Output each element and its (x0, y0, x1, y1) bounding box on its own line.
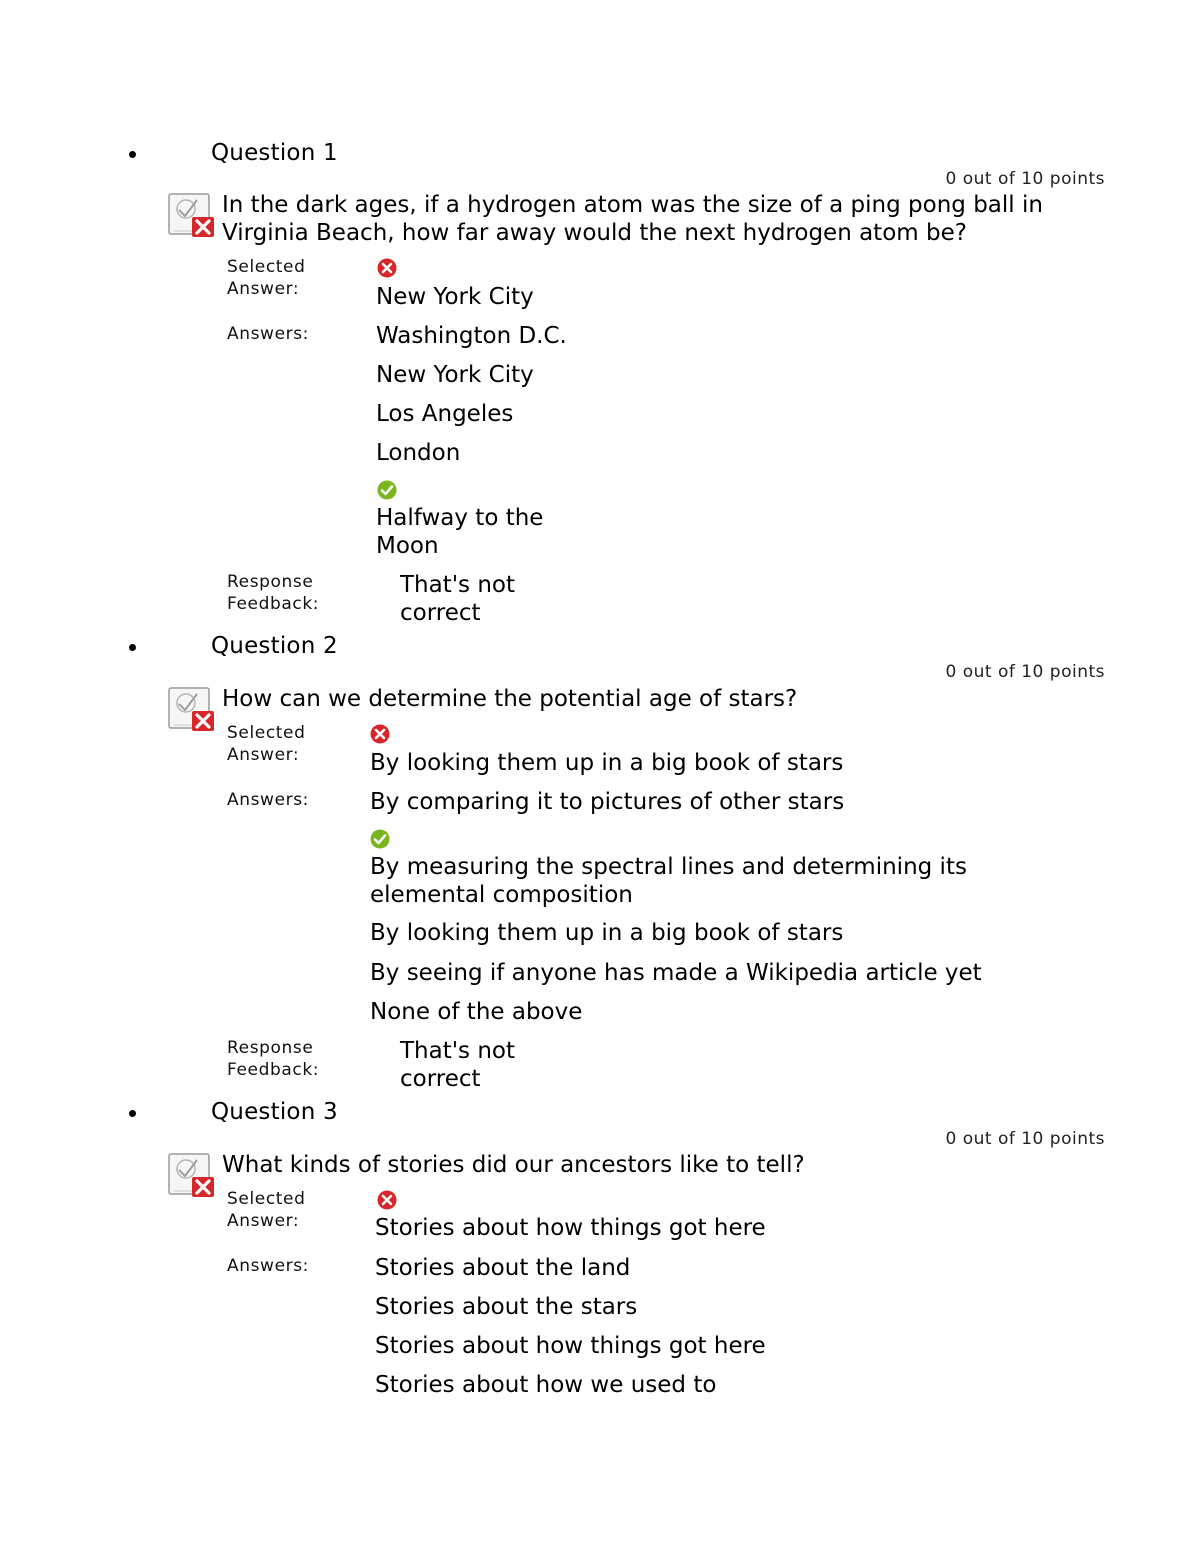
answer-option-correct: Halfway to the Moon (376, 505, 544, 559)
incorrect-x-icon (370, 724, 390, 744)
incorrect-question-icon (166, 685, 216, 735)
answer-option: Stories about the land (375, 1255, 631, 1281)
bullet (129, 644, 136, 651)
selected-answer: Stories about how things got here (375, 1215, 766, 1241)
answer-option: Stories about the stars (375, 1294, 638, 1320)
correct-check-icon (377, 480, 397, 500)
incorrect-x-icon (377, 258, 397, 278)
response-feedback: That's not correct (400, 1038, 516, 1092)
answer-option: By looking them up in a big book of stars (370, 920, 844, 946)
answer-option: Los Angeles (376, 401, 514, 427)
incorrect-x-icon (377, 1190, 397, 1210)
incorrect-question-icon (166, 1151, 216, 1201)
question-points: 0 out of 10 points (945, 1129, 1105, 1149)
answers-label: Answers: (227, 790, 309, 810)
question-text: In the dark ages, if a hydrogen atom was the size of a ping pong ball in Virginia Beach, how far away would the next hydrogen atom be? (222, 192, 1043, 246)
selected-answer: By looking them up in a big book of stars (370, 750, 844, 776)
response-feedback-label: Response Feedback: (227, 572, 320, 614)
answer-option: None of the above (370, 999, 583, 1025)
selected-answer-label: Selected Answer: (227, 723, 306, 765)
question-title: Question 2 (211, 633, 338, 659)
incorrect-question-icon (166, 191, 216, 241)
question-points: 0 out of 10 points (945, 169, 1105, 189)
answers-label: Answers: (227, 324, 309, 344)
answer-option: Stories about how things got here (375, 1333, 766, 1359)
selected-answer-label: Selected Answer: (227, 257, 306, 299)
question-text: What kinds of stories did our ancestors like to tell? (222, 1152, 805, 1178)
answer-option: By comparing it to pictures of other stars (370, 789, 845, 815)
correct-check-icon (370, 829, 390, 849)
response-feedback-label: Response Feedback: (227, 1038, 320, 1080)
selected-answer-label: Selected Answer: (227, 1189, 306, 1231)
response-feedback: That's not correct (400, 572, 516, 626)
question-title: Question 1 (211, 140, 338, 166)
selected-answer: New York City (376, 284, 534, 310)
answer-option-correct: By measuring the spectral lines and determining its elemental composition (370, 854, 967, 908)
answer-option: London (376, 440, 461, 466)
answers-label: Answers: (227, 1256, 309, 1276)
answer-option: By seeing if anyone has made a Wikipedia article yet (370, 960, 982, 986)
answer-option: New York City (376, 362, 534, 388)
question-title: Question 3 (211, 1099, 338, 1125)
question-text: How can we determine the potential age of stars? (222, 686, 798, 712)
answer-option: Washington D.C. (376, 323, 567, 349)
answer-option: Stories about how we used to (375, 1372, 717, 1398)
bullet (129, 1110, 136, 1117)
bullet (129, 151, 136, 158)
question-points: 0 out of 10 points (945, 662, 1105, 682)
